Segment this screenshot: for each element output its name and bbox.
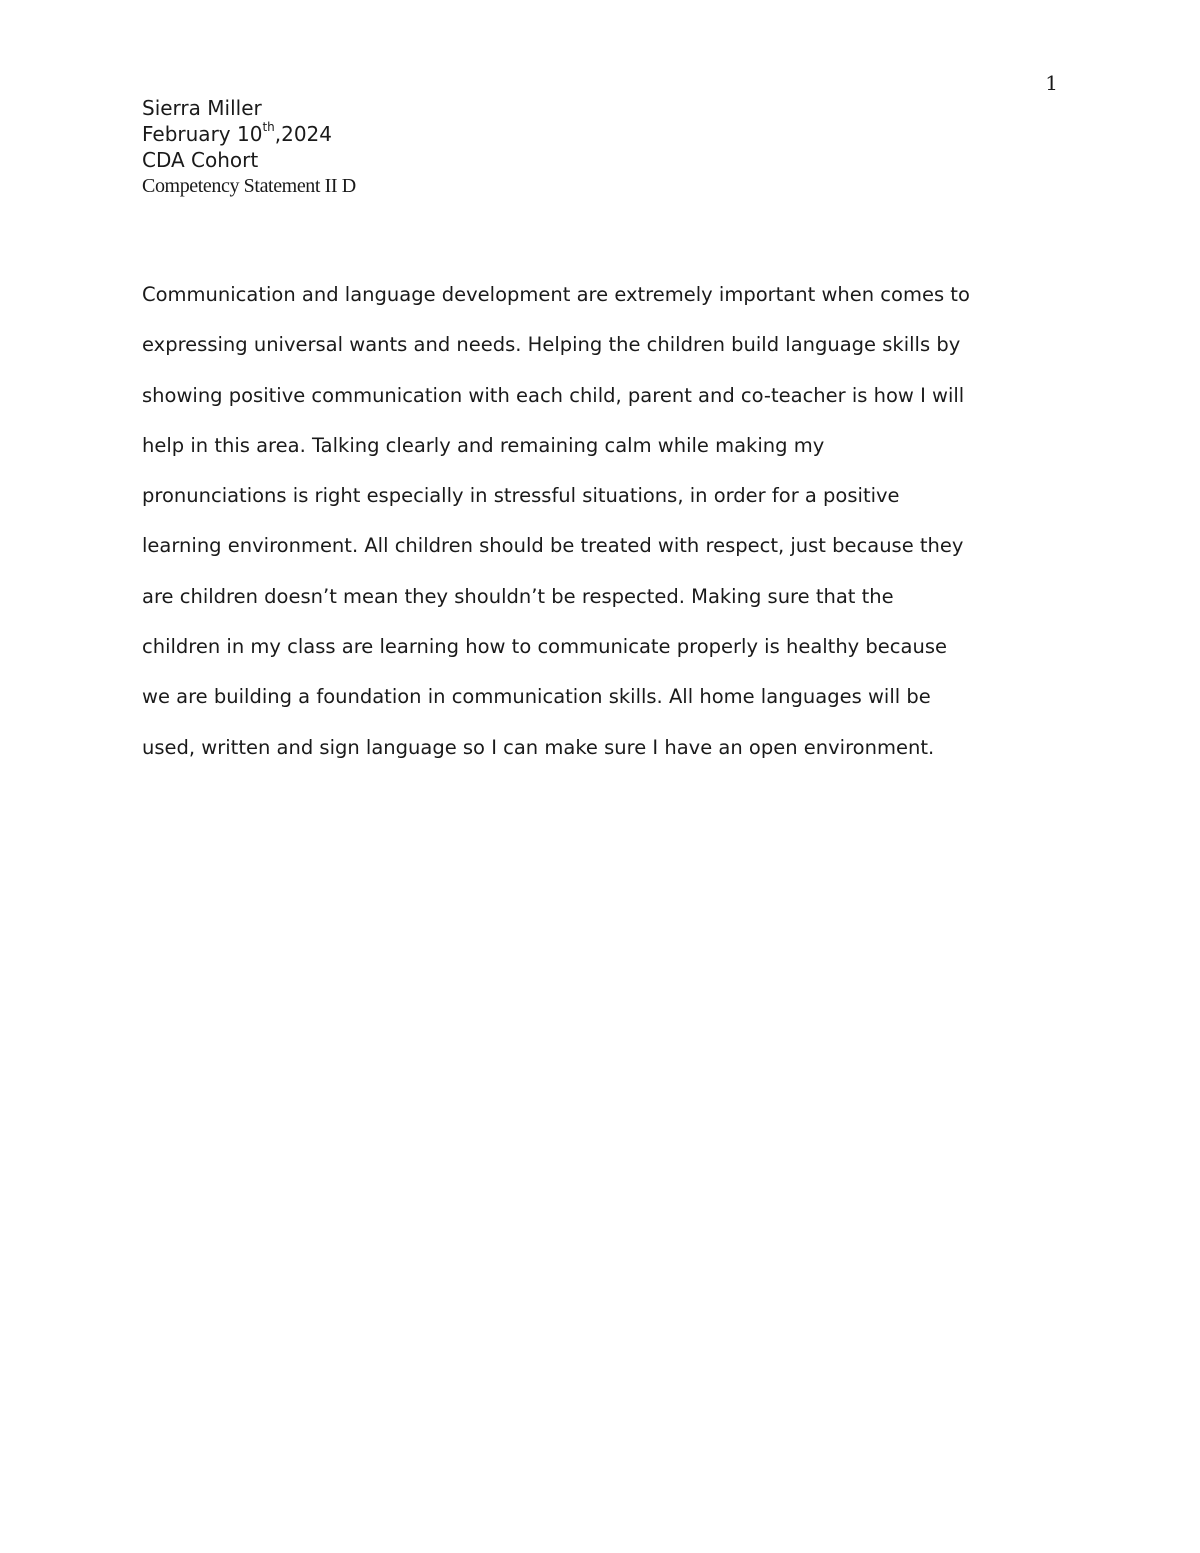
header-block: [142, 95, 356, 199]
body-line: children in my class are learning how to communicate properly is healthy because: [142, 635, 947, 659]
body-line: used, written and sign language so I can make sure I have an open environment.: [142, 735, 935, 759]
date-year: ,2024: [274, 122, 333, 146]
body-line: are children doesn’t mean they shouldn’t be respected. Making sure that the: [142, 584, 894, 608]
body-line: showing positive communication with each child, parent and co-teacher is how I will: [142, 383, 965, 407]
body-line: expressing universal wants and needs. Helping the children build language skills by: [142, 333, 961, 357]
date-line: [142, 121, 356, 147]
date-month-day: February 10: [142, 122, 263, 146]
body-line: we are building a foundation in communication skills. All home languages will be: [142, 685, 931, 709]
body-line: learning environment. All children should be treated with respect, just because they: [142, 534, 964, 558]
body-line: pronunciations is right especially in stressful situations, in order for a positive: [142, 484, 900, 508]
course-name: CDA Cohort: [142, 148, 259, 172]
date-suffix: th: [262, 120, 275, 135]
page-number: 1: [1045, 71, 1058, 95]
document-title: Competency Statement II D: [142, 175, 356, 197]
body-line: help in this area. Talking clearly and remaining calm while making my: [142, 433, 825, 457]
body-line: Communication and language development are extremely important when comes to: [142, 283, 970, 306]
author-name: Sierra Miller: [142, 96, 262, 120]
body-paragraph: [142, 280, 1082, 783]
